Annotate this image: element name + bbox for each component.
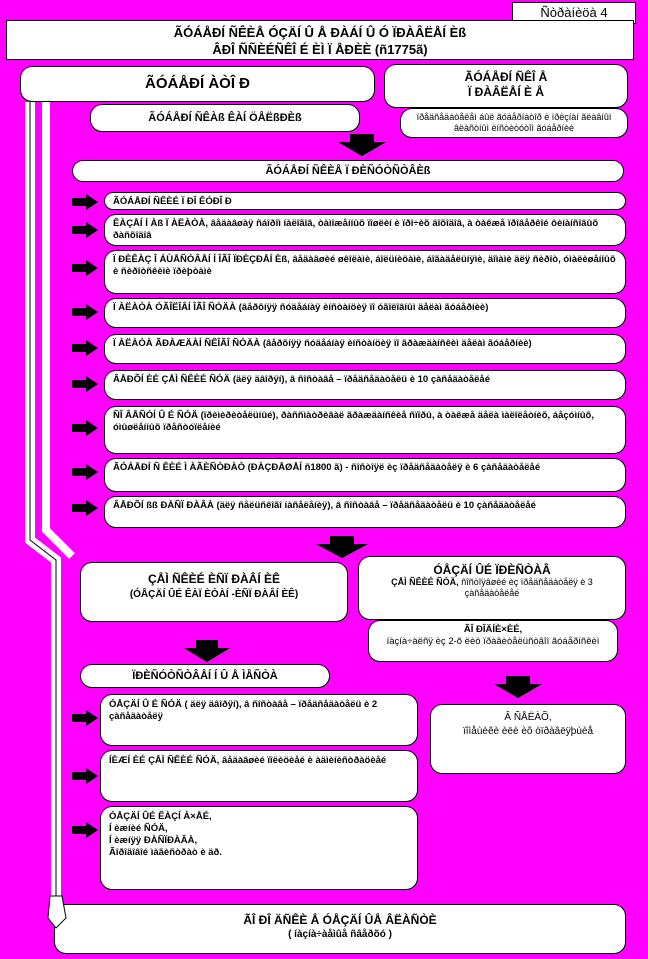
land-ispravnik-title: ÇÅÌ ÑÊÈÉ ÈÑÏ ÐÀÂÍ ÈÊ [147,572,281,586]
down-arrow-2 [316,536,368,558]
down-arrow-4 [494,676,542,698]
item-arrow-3 [72,260,98,276]
left-connector-inner [46,102,72,556]
provincial-office-item: ÃÓÁÅÐÍ ÑÊÈÉ Ï ÐÎ ÊÓÐÎ Ð [104,192,626,210]
provincial-offices-title: ÃÓÁÅÐÍ ÑÊÈÅ Ï ÐÈÑÓÒÑÒÂÈß [72,160,624,182]
page-label: Ñòðàíèöà 4 [512,2,636,24]
city-head-text: íàçíà÷àëñÿ èç 2-õ ëèö ïðàâèòåëüñòâîì ãóáåðíñêèì [386,636,600,647]
item-arrow-6 [72,376,98,392]
land-ispravnik-sub: (ÓÅÇÄÍ ÛÉ ÊÀÏ ÈÒÀÍ -ÈÑÏ ÐÀÂÍ ÈÊ) [129,589,299,600]
lower-item-1: ÓÅÇÄÍ Û É ÑÓÄ ( äëÿ äâîðÿí), â ñîñòàâå – ïðåäñåäàòåëü è 2 çàñåäàòåëÿ [100,694,418,746]
item-arrow-4 [72,304,98,320]
footer-title: ÃÎ ÐÎ ÄÑÊÈ Å ÓÅÇÄÍ ÛÅ ÂËÀÑÒÈ [243,913,437,927]
villages-box: Â ÑÅËÀÕ, ïîìåùèêè èëè èõ óïðàâëÿþùèå [430,704,626,774]
county-court-label: ÇÅÌ ÑÊÈÉ ÑÓÄ, [391,577,459,587]
item-arrow-1 [72,194,98,210]
county-presence-title: ÓÅÇÄÍ ÛÉ ÏÐÈÑÒÀÂ [433,563,551,577]
title-line-1: ÃÓÁÅÐÍ ÑÊÈÅ ÓÇÄÍ Û Å ÐÀÁÍ Û Ó ÏÐÀÂËÅÍ Èß [173,25,467,40]
left-connector-outer-edge [30,102,56,900]
provincial-office-item: ÊÀÇÅÍ Í Àß Ï ÀËÀÒÀ, âåäàâøàÿ ñáîðîì íàëîãîâ, òàìîæåííûõ ïîøëèí è ïðî÷èõ äîõîäîâ, à òàêæå ïðîâåðêîé ôèíàíñîâûõ ðàñõîäîâ [104,214,626,246]
title-line-2: ÂÐÎ ÑÑÈÉÑÊÎ É ÈÌ Ï ÅÐÈÈ (ñ1775ã) [212,42,428,57]
lower-arrow-3 [72,822,98,838]
governor-board-note: ïðåäñåäàòåëåì áûë ãóáåðíàòîð è ïðèçíàí ãëàâíûì âëàñòíûì èíñòèòóòîì ãóáåðíèè [400,108,628,138]
provincial-office-item: Ï ÀËÀÒÀ ÃÐÀÆÄÀÍ ÑÊÎÃÎ ÑÓÄÀ (âåðõíÿÿ ñóäåáíàÿ èíñòàíöèÿ ïî ãðàæäàíñêèì äåëàì ãóáåðíèè) [104,334,626,364]
item-arrows [72,194,98,838]
presence-places-title: ÏÐÈÑÓÒÑÒÂÅÍ Í Û Å ÌÅÑÒÀ [80,664,330,688]
down-arrow-3 [184,640,230,662]
lower-arrow-1 [72,710,98,726]
county-court-text: ñîñòîÿâøèé èç ïðåäñåäàòåëÿ è 3 çàñåäàòåëåé [461,577,593,598]
lower-arrow-2 [72,768,98,784]
lower-item-2: ÍÈÆÍ ÈÉ ÇÅÌ ÑÊÈÉ ÑÓÄ, âåäàâøèé ïîëèöèåé è àäìèíèñòðàöèåé [100,750,418,802]
item-arrow-8 [72,464,98,480]
city-county-authorities-box [54,904,626,954]
provincial-office-item: ÂÅÐÕÍ ÈÉ ÇÅÌ ÑÊÈÉ ÑÓÄ (äëÿ äâîðÿí), â ñîñòàâå – ïðåäñåäàòåëü è 10 çàñåäàòåëåé [104,370,626,400]
page-title [6,20,634,60]
item-arrow-5 [72,340,98,356]
provincial-office-item: ÃÓÁÅÐÍ Ñ ÊÈÉ Ì ÀÃÈÑÒÐÀÒ (ÐÀÇÐÅØÅÍ ñ1800 ã) - ñîñòîÿë èç ïðåäñåäàòåëÿ è 6 çàñåäàòåëåé [104,458,626,492]
governor-chancellery-box: ÃÓÁÅÐÍ ÑÊÀß ÊÀÍ ÖÅËßÐÈß [90,104,360,132]
left-connector-outer [30,102,56,900]
provincial-office-item: ÑÎ ÂÅÑÒÍ Û É ÑÓÄ (ïðèìèðèòåëüíûé), ðàññìàòðèâàë ãðàæäàíñêèå ñïîðû, à òàêæå äåëà ìàëîëåòíèõ, áåçóìíûõ, óìûøëåííûõ ïðåñòóïëåíèé [104,406,626,454]
item-arrow-2 [72,222,98,238]
land-ispravnik-box [80,562,348,622]
footer-sub: ( íàçíà÷àåìûå ñâåðõó ) [288,929,392,940]
lower-item-3: ÓÅÇÄÍ ÛÉ ÊÀÇÍ À×ÅÉ, Í èæíèé ÑÓÄ, Í èæíÿÿ ÐÀÑÏÐÀÂÀ, Ãîðîäîâîé ìàãèñòðàò è äð. [100,806,418,890]
county-presence-text [359,577,625,599]
provincial-office-item: ÂÅÐÕÍ ßß ÐÀÑÏ ÐÀÂÀ (äëÿ ñåëüñêîãî íàñåëåíèÿ), â ñîñòàâå – ïðåäñåäàòåëü è 10 çàñåäàòåëåé [104,496,626,528]
item-arrow-9 [72,500,98,516]
governor-board-box: ÃÓÁÅÐÍ ÑÊÎ Å Ï ÐÀÂËÅÍ È Å [384,64,628,108]
provincial-office-item: Ï ÐÈÊÀÇ Î ÁÙÅÑÒÂÅÍ Í ÎÃÎ ÏÐÈÇÐÅÍ Èß, âåäàâøèé øêîëàìè, áîëüíèöàìè, áîãàäåëüíÿìè, äîìàìè äëÿ ñèðîò, óìàëèøåííûõ è ñèðîòñêèìè ïðèþòàìè [104,250,626,294]
item-arrow-7 [72,420,98,436]
down-arrow-1 [338,134,386,156]
provincial-office-item: Ï ÀËÀÒÀ ÓÃÎËÎÂÍ ÎÃÎ ÑÓÄÀ (âåðõíÿÿ ñóäåáíàÿ èíñòàíöèÿ ïî óãîëîâíûì äåëàì ãóáåðíèè) [104,298,626,328]
city-head-title: ÃÎ ÐÎÄÍÈ×ÈÉ, [463,624,523,635]
county-presence-box [358,556,626,620]
governor-box: ÃÓÁÅÐÍ ÀÒÎ Ð [20,66,375,102]
city-head-box [368,620,618,662]
